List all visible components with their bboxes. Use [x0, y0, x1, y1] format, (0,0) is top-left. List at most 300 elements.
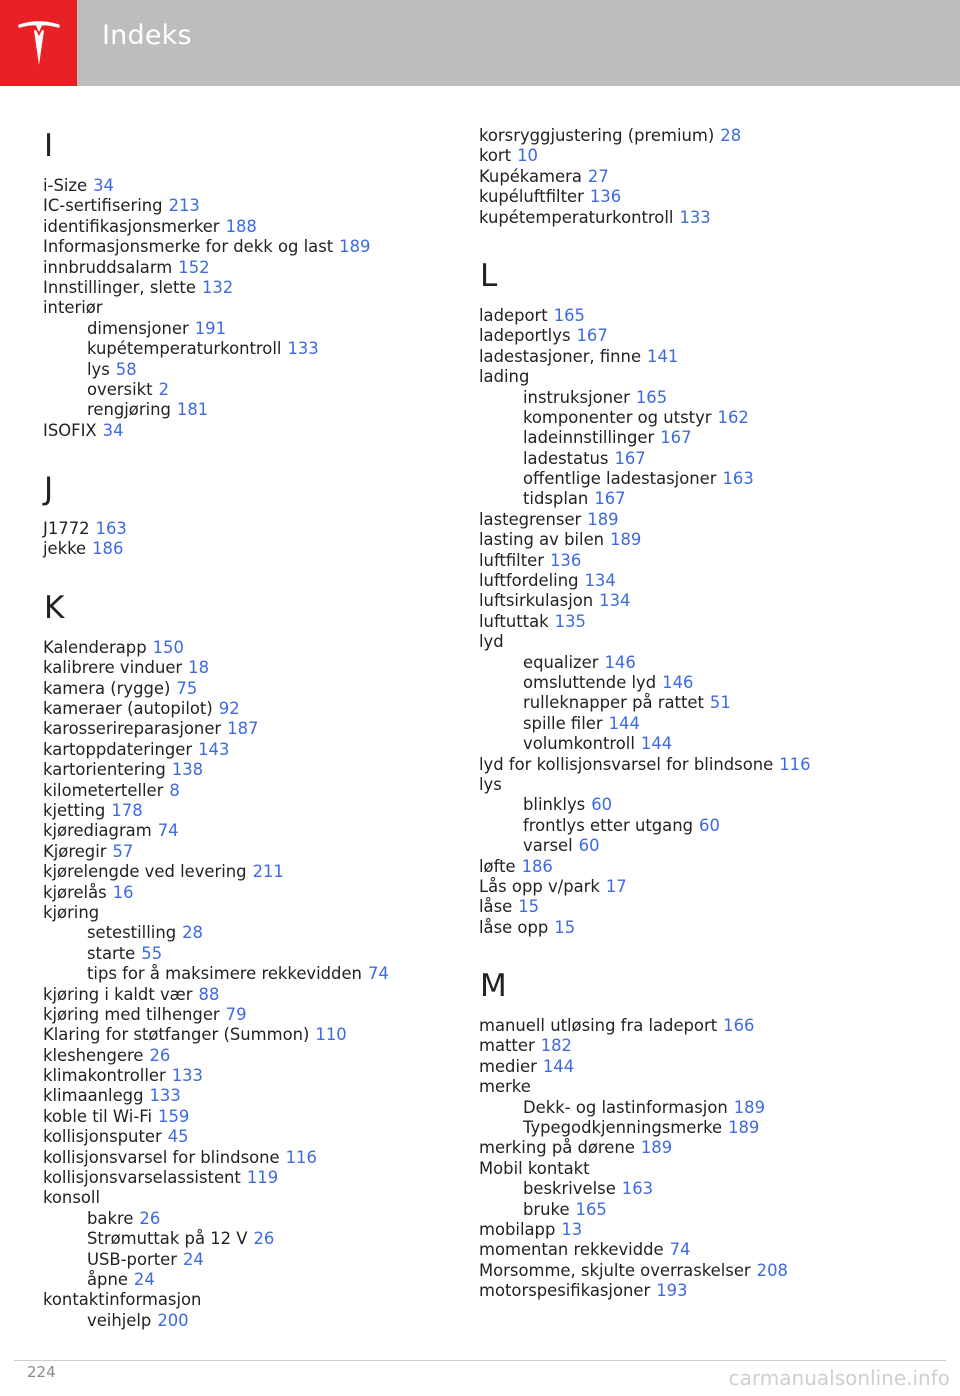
- entry-term: momentan rekkevidde: [479, 1240, 664, 1260]
- index-entry: [479, 326, 919, 346]
- page-link[interactable]: 138: [171, 760, 204, 780]
- index-section: [43, 126, 483, 441]
- page-link[interactable]: 159: [158, 1106, 190, 1126]
- index-entry: [43, 539, 483, 559]
- entry-term: luftsirkulasjon: [479, 591, 594, 611]
- index-entry: [43, 883, 483, 903]
- index-entry: [43, 781, 483, 801]
- entry-term: Lås opp v/park: [479, 876, 600, 896]
- index-subentry: [479, 816, 919, 836]
- page-link[interactable]: 134: [599, 591, 631, 611]
- index-subentry: [43, 1311, 483, 1331]
- section-letter: L: [480, 257, 498, 294]
- page-link[interactable]: 146: [604, 652, 636, 672]
- page-link[interactable]: 51: [709, 693, 731, 713]
- index-entry: [43, 699, 483, 719]
- entry-term: luftfilter: [479, 550, 544, 570]
- index-section: [43, 588, 483, 1331]
- index-entry: [43, 760, 483, 780]
- entry-term: identifikasjonsmerker: [43, 216, 220, 236]
- index-entry: [43, 278, 483, 298]
- page-link[interactable]: 60: [578, 836, 600, 856]
- entry-term: kjørelås: [43, 882, 107, 902]
- page-link[interactable]: 188: [225, 216, 257, 236]
- entry-term: omsluttende lyd: [523, 672, 657, 692]
- page-header: [0, 0, 960, 86]
- index-entry: [43, 719, 483, 739]
- index-subentry: [479, 795, 919, 815]
- entry-term: instruksjoner: [523, 387, 630, 407]
- index-entry: [479, 1220, 919, 1240]
- index-entry: [479, 1281, 919, 1301]
- entry-term: Kjøregir: [43, 841, 107, 861]
- entry-term: varsel: [523, 836, 573, 856]
- page-link[interactable]: 24: [182, 1249, 204, 1269]
- page-link[interactable]: 144: [640, 734, 673, 754]
- entry-term: kamera (rygge): [43, 678, 171, 698]
- page-link[interactable]: 166: [723, 1016, 755, 1036]
- entry-term: dimensjoner: [87, 318, 189, 338]
- entry-term: rengjøring: [87, 400, 171, 420]
- index-subentry: [479, 408, 919, 428]
- page-link[interactable]: 15: [518, 897, 540, 917]
- page-link[interactable]: 10: [517, 146, 538, 166]
- page-link[interactable]: 135: [554, 611, 586, 631]
- index-entry: [43, 1148, 483, 1168]
- entry-term: matter: [479, 1036, 535, 1056]
- index-entry: [43, 176, 483, 196]
- page-link[interactable]: 167: [660, 428, 692, 448]
- entry-term: ladeinnstillinger: [523, 428, 655, 448]
- entry-term: komponenter og utstyr: [523, 407, 712, 427]
- page-link[interactable]: 189: [728, 1118, 760, 1138]
- page-link[interactable]: 213: [168, 196, 200, 216]
- page-link[interactable]: 189: [640, 1138, 673, 1158]
- index-subentry: [479, 388, 919, 408]
- entry-term: motorspesifikasjoner: [479, 1281, 651, 1301]
- entry-term: medier: [479, 1056, 537, 1076]
- index-entry: [479, 1057, 919, 1077]
- page-link[interactable]: 144: [542, 1056, 575, 1076]
- entry-term: merke: [479, 1077, 531, 1097]
- page-link[interactable]: 28: [182, 923, 203, 943]
- index-entry: [43, 985, 483, 1005]
- index-entry: [43, 638, 483, 658]
- entry-term: USB-porter: [87, 1249, 177, 1269]
- entry-term: kartoppdateringer: [43, 739, 193, 759]
- page-link[interactable]: 26: [253, 1229, 275, 1249]
- entry-term: Klaring for støtfanger (Summon): [43, 1025, 310, 1045]
- page-link[interactable]: 133: [149, 1086, 181, 1106]
- page-link[interactable]: 24: [133, 1269, 155, 1289]
- index-entry: [43, 1005, 483, 1025]
- entry-term: Innstillinger, slette: [43, 277, 196, 297]
- page-link[interactable]: 26: [139, 1208, 161, 1228]
- page-link[interactable]: 152: [178, 257, 210, 277]
- entry-term: veihjelp: [87, 1310, 152, 1330]
- index-entry: [43, 196, 483, 216]
- entry-term: Kupékamera: [479, 166, 582, 186]
- index-entry: [43, 1046, 483, 1066]
- index-entry: [479, 530, 919, 550]
- entry-term: oversikt: [87, 379, 153, 399]
- index-entry: [479, 775, 919, 795]
- entry-term: kameraer (autopilot): [43, 699, 213, 719]
- page-link[interactable]: 191: [194, 318, 227, 338]
- entry-term: lasting av bilen: [479, 530, 605, 550]
- page-link[interactable]: 163: [722, 469, 754, 489]
- entry-term: frontlys etter utgang: [523, 815, 694, 835]
- page-link[interactable]: 45: [167, 1127, 189, 1147]
- page-link[interactable]: 200: [157, 1310, 189, 1330]
- index-section: [479, 966, 919, 1301]
- index-entry: [479, 918, 919, 938]
- page-link[interactable]: 208: [756, 1260, 788, 1280]
- index-subentry: [479, 836, 919, 856]
- page-link[interactable]: 167: [576, 326, 608, 346]
- page-link[interactable]: 165: [635, 387, 668, 407]
- page-link[interactable]: 165: [575, 1199, 607, 1219]
- page-link[interactable]: 15: [554, 917, 576, 937]
- entry-term: Dekk- og lastinformasjon: [523, 1097, 728, 1117]
- index-entry: [479, 1077, 919, 1097]
- page-link[interactable]: 186: [521, 856, 553, 876]
- page-number: 224: [27, 1363, 56, 1381]
- index-entry: [43, 1127, 483, 1147]
- page-link[interactable]: 189: [733, 1097, 766, 1117]
- tesla-logo-icon: [16, 19, 62, 67]
- entry-term: kjørediagram: [43, 821, 152, 841]
- entry-term: Typegodkjenningsmerke: [523, 1118, 723, 1138]
- index-entry: [479, 755, 919, 775]
- index-entry: [479, 167, 919, 187]
- page-link[interactable]: 27: [587, 166, 609, 186]
- page-link[interactable]: 178: [111, 800, 143, 820]
- entry-term: lyd: [479, 632, 504, 652]
- index-section: [43, 469, 483, 560]
- entry-term: J1772: [43, 519, 90, 539]
- index-subentry: [479, 469, 919, 489]
- watermark: carmanualsonline.info: [728, 1366, 950, 1390]
- index-entry: [43, 1168, 483, 1188]
- index-entry: [43, 1107, 483, 1127]
- entry-term: kupétemperaturkontroll: [479, 207, 674, 227]
- index-entry: [479, 306, 919, 326]
- index-subentry: [479, 489, 919, 509]
- index-section: [479, 256, 919, 938]
- entry-term: ladeport: [479, 305, 548, 325]
- index-entry: [43, 1188, 483, 1208]
- index-entry: [43, 903, 483, 923]
- entry-term: setestilling: [87, 923, 177, 943]
- index-subentry: [43, 400, 483, 420]
- index-entry: [43, 217, 483, 237]
- page-link[interactable]: 181: [176, 400, 209, 420]
- page-link[interactable]: 186: [92, 539, 124, 559]
- entry-term: blinklys: [523, 795, 586, 815]
- page-link[interactable]: 74: [669, 1240, 691, 1260]
- index-subentry: [43, 380, 483, 400]
- index-subentry: [43, 944, 483, 964]
- page-link[interactable]: 13: [561, 1219, 583, 1239]
- entry-term: innbruddsalarm: [43, 257, 173, 277]
- page-link[interactable]: 141: [647, 346, 679, 366]
- page-link[interactable]: 189: [587, 509, 619, 529]
- entry-term: Kalenderapp: [43, 637, 147, 657]
- index-entry: [43, 298, 483, 318]
- entry-term: ladestasjoner, finne: [479, 346, 642, 366]
- entry-term: manuell utløsing fra ladeport: [479, 1016, 718, 1036]
- index-subentry: [479, 653, 919, 673]
- entry-term: Morsomme, skjulte overraskelser: [479, 1260, 751, 1280]
- index-entry: [479, 187, 919, 207]
- index-subentry: [479, 1179, 919, 1199]
- page-link[interactable]: 165: [553, 305, 585, 325]
- index-entry: [43, 679, 483, 699]
- index-subentry: [479, 714, 919, 734]
- page-link[interactable]: 119: [246, 1168, 279, 1188]
- index-subentry: [479, 1118, 919, 1138]
- page-link[interactable]: 136: [589, 187, 622, 207]
- index-entry: [479, 897, 919, 917]
- index-entry: [43, 1066, 483, 1086]
- page-link[interactable]: 60: [591, 795, 613, 815]
- index-subentry: [479, 1098, 919, 1118]
- entry-term: kalibrere vinduer: [43, 658, 183, 678]
- entry-term: mobilapp: [479, 1219, 556, 1239]
- index-entry: [43, 658, 483, 678]
- entry-term: kjetting: [43, 800, 106, 820]
- index-subentry: [479, 449, 919, 469]
- page-link[interactable]: 75: [176, 678, 198, 698]
- index-entry: [43, 1086, 483, 1106]
- index-entry: [479, 591, 919, 611]
- index-entry: [43, 740, 483, 760]
- entry-term: lastegrenser: [479, 509, 582, 529]
- index-subentry: [43, 339, 483, 359]
- index-column-right: [479, 126, 919, 1302]
- entry-term: kupéluftfilter: [479, 187, 584, 207]
- page-link[interactable]: 116: [779, 754, 811, 774]
- page-link[interactable]: 167: [594, 489, 626, 509]
- entry-term: kjørelengde ved levering: [43, 862, 247, 882]
- entry-term: ISOFIX: [43, 420, 97, 440]
- index-section: [479, 126, 919, 228]
- page-link[interactable]: 144: [608, 713, 640, 733]
- footer-divider: [14, 1360, 946, 1361]
- page-link[interactable]: 132: [201, 277, 234, 297]
- index-entry: [479, 347, 919, 367]
- entry-term: merking på dørene: [479, 1138, 635, 1158]
- section-letter: I: [44, 128, 54, 164]
- index-entry: [43, 1025, 483, 1045]
- entry-term: kort: [479, 146, 512, 166]
- section-letter: J: [44, 471, 54, 508]
- page-link[interactable]: 193: [656, 1281, 688, 1301]
- page-title: Indeks: [102, 20, 192, 51]
- entry-term: karosserireparasjoner: [43, 719, 222, 739]
- page-link[interactable]: 150: [152, 637, 184, 657]
- page-link[interactable]: 116: [285, 1147, 317, 1167]
- page-link[interactable]: 136: [549, 550, 582, 570]
- entry-term: låse opp: [479, 917, 549, 937]
- entry-term: kollisjonsvarsel for blindsone: [43, 1147, 280, 1167]
- entry-term: tips for å maksimere rekkevidden: [87, 964, 362, 984]
- index-entry: [479, 367, 919, 387]
- page-link[interactable]: 2: [158, 379, 170, 399]
- page-link[interactable]: 8: [169, 780, 180, 800]
- entry-term: ladeportlys: [479, 326, 571, 346]
- entry-term: kjøring med tilhenger: [43, 1004, 220, 1024]
- page-link[interactable]: 18: [188, 658, 210, 678]
- index-subentry: [43, 964, 483, 984]
- entry-term: interiør: [43, 298, 103, 318]
- page-link[interactable]: 88: [198, 984, 220, 1004]
- entry-term: kilometerteller: [43, 780, 164, 800]
- page-link[interactable]: 26: [149, 1045, 171, 1065]
- index-entry: [43, 821, 483, 841]
- index-subentry: [43, 1229, 483, 1249]
- section-letter: M: [480, 968, 507, 1005]
- page-link[interactable]: 133: [287, 339, 319, 359]
- entry-term: kollisjonsputer: [43, 1127, 162, 1147]
- index-subentry: [43, 319, 483, 339]
- entry-term: bruke: [523, 1199, 570, 1219]
- index-entry: [43, 801, 483, 821]
- entry-term: rulleknapper på rattet: [523, 693, 704, 713]
- page-link[interactable]: 110: [315, 1025, 347, 1045]
- index-entry: [479, 551, 919, 571]
- page-link[interactable]: 163: [95, 519, 127, 539]
- entry-term: Informasjonsmerke for dekk og last: [43, 237, 334, 257]
- page-link[interactable]: 146: [662, 672, 694, 692]
- index-entry: [479, 612, 919, 632]
- entry-term: kjøring: [43, 902, 100, 922]
- entry-term: beskrivelse: [523, 1179, 616, 1199]
- entry-term: tidsplan: [523, 489, 589, 509]
- page-link[interactable]: 79: [225, 1004, 247, 1024]
- page-link[interactable]: 34: [93, 176, 114, 195]
- entry-term: IC-sertifisering: [43, 196, 163, 216]
- entry-term: equalizer: [523, 652, 599, 672]
- entry-term: kollisjonsvarselassistent: [43, 1168, 241, 1188]
- entry-term: ladestatus: [523, 448, 609, 468]
- entry-term: konsoll: [43, 1188, 100, 1208]
- index-entry: [43, 862, 483, 882]
- index-entry: [43, 258, 483, 278]
- page-link[interactable]: 143: [198, 739, 230, 759]
- index-subentry: [479, 734, 919, 754]
- entry-term: åpne: [87, 1269, 128, 1289]
- index-entry: [479, 632, 919, 652]
- entry-term: i-Size: [43, 176, 88, 195]
- index-subentry: [43, 1270, 483, 1290]
- entry-term: koble til Wi-Fi: [43, 1106, 153, 1126]
- logo-box: [0, 0, 77, 86]
- index-entry: [479, 1016, 919, 1036]
- index-subentry: [479, 428, 919, 448]
- entry-term: volumkontroll: [523, 734, 635, 754]
- page-link[interactable]: 74: [367, 964, 389, 984]
- entry-term: låse: [479, 897, 513, 917]
- page-link[interactable]: 162: [717, 407, 749, 427]
- page-link[interactable]: 189: [610, 530, 642, 550]
- section-letter: K: [44, 589, 65, 626]
- page-link[interactable]: 74: [157, 821, 179, 841]
- index-entry: [479, 1261, 919, 1281]
- index-entry: [479, 1036, 919, 1056]
- page-link[interactable]: 92: [218, 699, 240, 719]
- page-link[interactable]: 211: [252, 862, 284, 882]
- page-link[interactable]: 34: [102, 420, 124, 440]
- index-entry: [479, 877, 919, 897]
- entry-term: klimaanlegg: [43, 1086, 144, 1106]
- page-link[interactable]: 189: [339, 237, 371, 257]
- entry-term: jekke: [43, 539, 87, 559]
- entry-term: lys: [479, 774, 502, 794]
- entry-term: kleshengere: [43, 1045, 144, 1065]
- index-entry: [43, 1290, 483, 1310]
- page-link[interactable]: 133: [679, 207, 711, 227]
- page-link[interactable]: 133: [171, 1066, 203, 1086]
- index-entry: [43, 237, 483, 257]
- entry-term: offentlige ladestasjoner: [523, 469, 717, 489]
- index-subentry: [479, 1200, 919, 1220]
- entry-term: Strømuttak på 12 V: [87, 1229, 248, 1249]
- index-entry: [479, 1159, 919, 1179]
- page-link[interactable]: 167: [614, 448, 646, 468]
- page-link[interactable]: 17: [605, 876, 627, 896]
- page-link[interactable]: 60: [699, 815, 720, 835]
- index-entry: [479, 146, 919, 166]
- page-link[interactable]: 182: [540, 1036, 572, 1056]
- page-link[interactable]: 58: [115, 359, 137, 379]
- entry-term: kartorientering: [43, 760, 166, 780]
- entry-term: løfte: [479, 856, 516, 876]
- entry-term: spille filer: [523, 713, 603, 733]
- entry-term: Mobil kontakt: [479, 1158, 590, 1178]
- entry-term: lys: [87, 359, 110, 379]
- page-link[interactable]: 55: [141, 943, 163, 963]
- entry-term: starte: [87, 943, 136, 963]
- page-link[interactable]: 16: [112, 882, 134, 902]
- index-subentry: [43, 923, 483, 943]
- entry-term: kupétemperaturkontroll: [87, 339, 282, 359]
- index-entry: [479, 857, 919, 877]
- index-column-left: [43, 126, 483, 1331]
- page-link[interactable]: 57: [112, 841, 134, 861]
- index-entry: [479, 571, 919, 591]
- page-link[interactable]: 28: [720, 126, 742, 145]
- index-entry: [479, 1138, 919, 1158]
- page-link[interactable]: 163: [621, 1179, 654, 1199]
- entry-term: luftuttak: [479, 611, 549, 631]
- entry-term: lading: [479, 367, 530, 387]
- page-link[interactable]: 187: [227, 719, 259, 739]
- index-entry: [479, 510, 919, 530]
- entry-term: kontaktinformasjon: [43, 1290, 202, 1310]
- index-subentry: [43, 1250, 483, 1270]
- index-subentry: [479, 693, 919, 713]
- entry-term: lyd for kollisjonsvarsel for blindsone: [479, 754, 774, 774]
- index-entry: [479, 208, 919, 228]
- index-subentry: [43, 360, 483, 380]
- entry-term: korsryggjustering (premium): [479, 126, 715, 145]
- index-entry: [479, 126, 919, 146]
- entry-term: kjøring i kaldt vær: [43, 984, 193, 1004]
- page-link[interactable]: 134: [584, 571, 616, 591]
- index-entry: [43, 519, 483, 539]
